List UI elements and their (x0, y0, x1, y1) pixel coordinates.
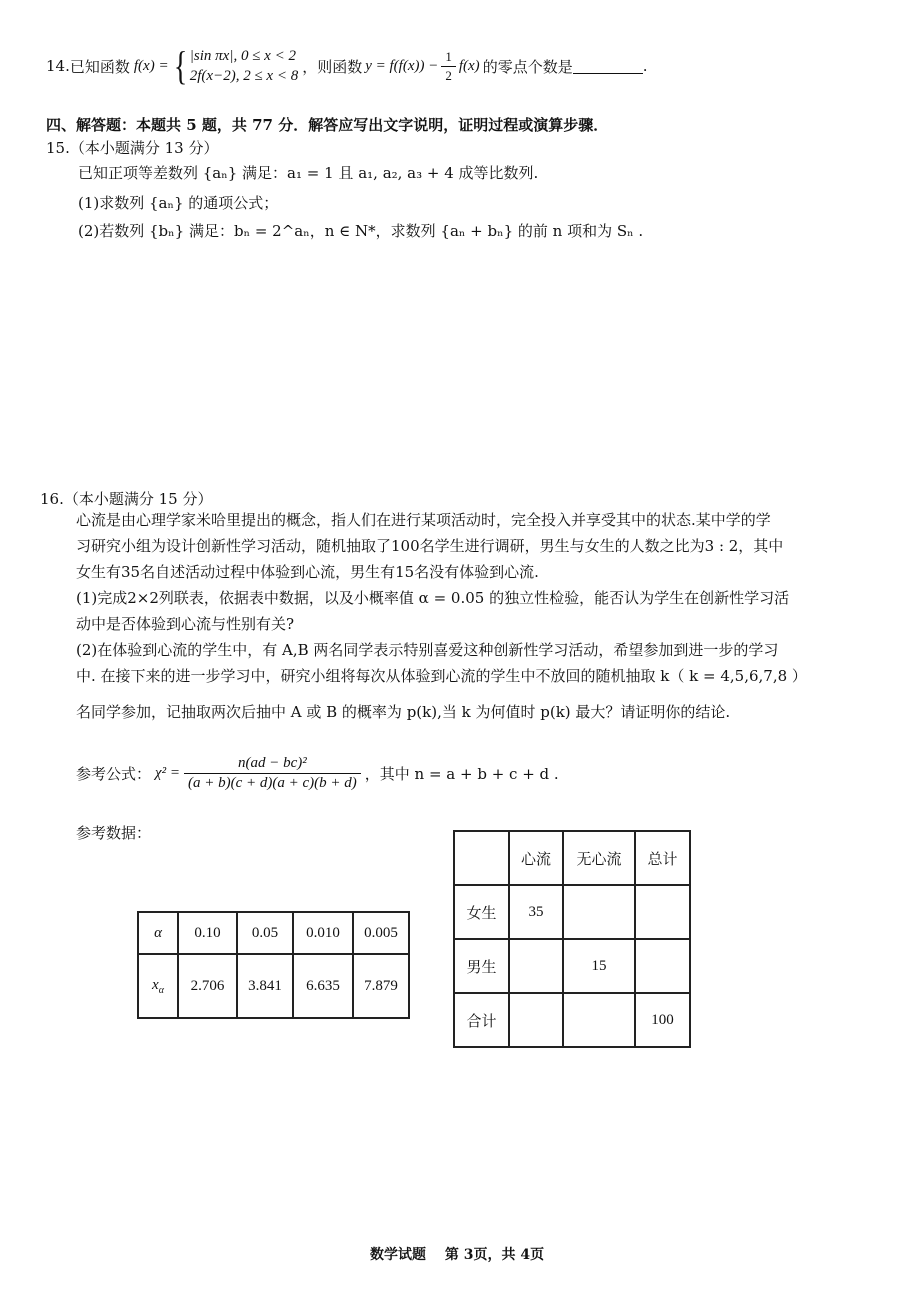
corner-cell (454, 831, 509, 885)
formula-suffix: ，其中 n = a + b + c + d . (364, 765, 559, 783)
q15-stem: 已知正项等差数列 {aₙ} 满足：a₁ = 1 且 a₁, a₂, a₃ + 4 成等比数列. (78, 164, 539, 182)
table-row-alpha (138, 912, 409, 954)
q16-line-7: 中. 在接下来的进一步学习中，研究小组将每次从体验到心流的学生中不放回的随机抽取 k（ k = 4,5,6,7,8 ） (76, 667, 807, 685)
table-cell[interactable] (635, 939, 690, 993)
formula-numerator: n(ad − bc)² (184, 755, 361, 774)
q14-piecewise (171, 43, 299, 88)
table-cell[interactable] (635, 885, 690, 939)
table-cell[interactable]: 15 (563, 939, 635, 993)
q14-prefix: 已知函数 (69, 57, 130, 76)
q14-case-1: |sin πx|, 0 ≤ x < 2 (189, 48, 296, 64)
row-header: 女生 (454, 885, 509, 939)
x-cell: 6.635 (293, 954, 353, 1018)
x-cell: 2.706 (178, 954, 237, 1018)
table-cell[interactable] (509, 939, 563, 993)
column-header: 总计 (635, 831, 690, 885)
formula-fraction (184, 755, 361, 792)
answer-blank[interactable] (573, 59, 643, 74)
q16-line-3: 女生有35名自述活动过程中体验到心流，男生有15名没有体验到心流. (76, 563, 539, 581)
table-cell[interactable] (509, 993, 563, 1047)
formula-denominator: (a + b)(c + d)(a + c)(b + d) (187, 775, 357, 791)
alpha-cell: 0.05 (237, 912, 293, 954)
formula-lhs: χ² = (155, 765, 180, 781)
q14-suffix: 的零点个数是 (482, 57, 573, 76)
reference-formula (76, 755, 559, 792)
table-cell[interactable]: 100 (635, 993, 690, 1047)
footer-subject: 数学试题 (370, 1247, 426, 1263)
reference-data-label: 参考数据： (76, 824, 152, 842)
alpha-cell: 0.010 (293, 912, 353, 954)
row-header-alpha: α (138, 912, 178, 954)
contingency-table (453, 830, 691, 1048)
q14-expr-left: y = f(f(x)) − (365, 57, 439, 74)
q15-part-2: (2)若数列 {bₙ} 满足：bₙ = 2^aₙ，n ∈ N*，求数列 {aₙ + bₙ} 的前 n 项和为 Sₙ . (78, 222, 644, 240)
alpha-cell: 0.005 (353, 912, 409, 954)
row-header-x-alpha: $x_\alpha$ (138, 954, 178, 1018)
q14-fx: f(x) = (133, 57, 169, 74)
column-header: 无心流 (563, 831, 635, 885)
question-14 (46, 43, 648, 88)
column-header: 心流 (509, 831, 563, 885)
q15-header: 15.（本小题满分 13 分） (46, 139, 219, 157)
table-row (454, 939, 690, 993)
row-header: 合计 (454, 993, 509, 1047)
q14-end: . (642, 57, 648, 75)
q16-line-6: (2)在体验到心流的学生中，有 A,B 两名同学表示特别喜爱这种创新性学习活动，希望参加到进一步的学习 (76, 641, 779, 659)
q14-expr-right: f(x) (458, 57, 480, 74)
alpha-cell: 0.10 (178, 912, 237, 954)
table-cell[interactable]: 35 (509, 885, 563, 939)
critical-value-table (137, 911, 410, 1019)
page-footer (370, 1244, 544, 1264)
table-row (454, 993, 690, 1047)
table-header-row (454, 831, 690, 885)
table-cell[interactable] (563, 993, 635, 1047)
section-4-heading: 四、解答题：本题共 5 题，共 77 分．解答应写出文字说明，证明过程或演算步骤． (46, 116, 609, 134)
q14-mid: ，则函数 (302, 57, 363, 76)
formula-label: 参考公式： (76, 765, 152, 783)
row-header: 男生 (454, 939, 509, 993)
left-brace-icon: { (173, 43, 187, 88)
table-row-x (138, 954, 409, 1018)
q16-header: 16.（本小题满分 15 分） (40, 490, 213, 508)
q14-fraction: $\frac{1}{2}$ (441, 49, 456, 84)
q16-line-2: 习研究小组为设计创新性学习活动，随机抽取了100名学生进行调研，男生与女生的人数之比为3 : 2，其中 (76, 537, 784, 555)
table-row (454, 885, 690, 939)
q16-line-5: 动中是否体验到心流与性别有关? (76, 615, 295, 633)
q16-line-1: 心流是由心理学家米哈里提出的概念，指人们在进行某项活动时，完全投入并享受其中的状态.某中学的学 (76, 511, 771, 529)
x-cell: 7.879 (353, 954, 409, 1018)
q14-case-2: 2f(x−2), 2 ≤ x < 8 (189, 68, 299, 84)
q16-line-8: 名同学参加，记抽取两次后抽中 A 或 B 的概率为 p(k),当 k 为何值时 p(k) 最大？请证明你的结论. (76, 703, 731, 721)
q14-number: 14. (46, 57, 70, 75)
q15-part-1: (1)求数列 {aₙ} 的通项公式； (78, 194, 279, 212)
footer-page: 第 3页，共 4页 (444, 1247, 545, 1263)
x-cell: 3.841 (237, 954, 293, 1018)
table-cell[interactable] (563, 885, 635, 939)
q16-line-4: (1)完成2×2列联表，依据表中数据，以及小概率值 α = 0.05 的独立性检验，能否认为学生在创新性学习活 (76, 589, 790, 607)
